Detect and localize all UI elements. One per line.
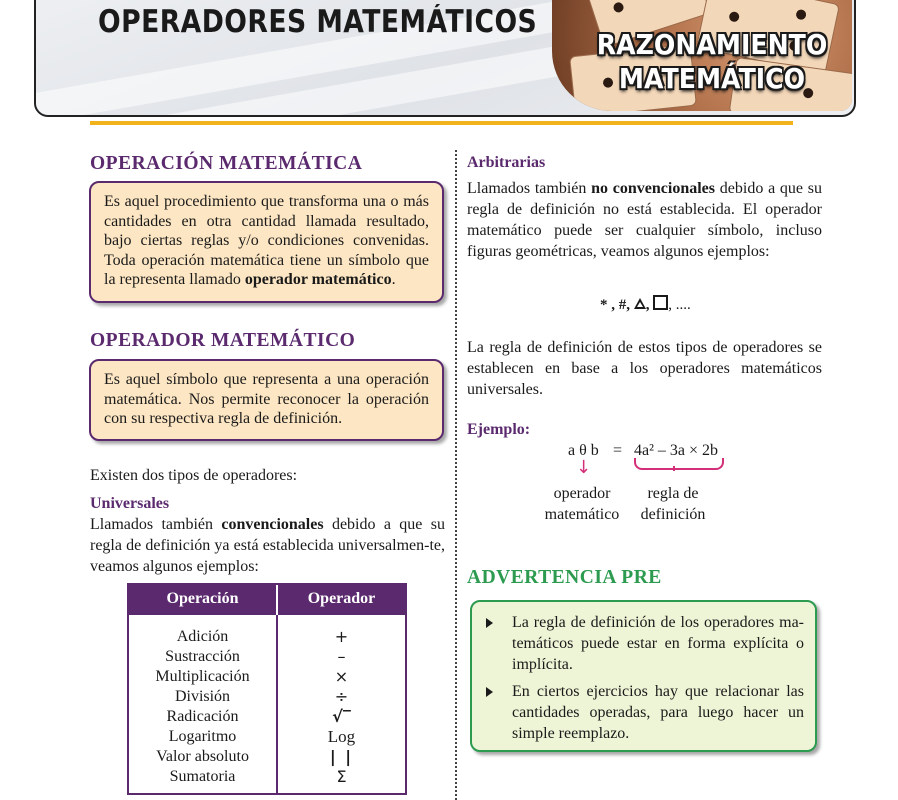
bullet-triangle-icon [486,618,493,628]
table-header-operador: Operador [307,590,376,607]
operator-column [278,615,405,795]
table-cell-operation: Multiplicación [155,668,250,685]
table-cell-symbol: ÷ [334,687,349,706]
gold-divider [90,121,793,125]
definition-box-operador: Es aquel símbolo que representa a una operación matemática. Nos permite reconocer la operación con su respectiva regla de definición. [89,359,444,441]
table-cell-operation: Adición [176,628,229,645]
arbitrarias-paragraph: Llamados también no convencionales debido a que su regla de definición no está establecida. El operador matemático puede ser cualquier símbolo, incluso figuras geométricas, veamos algunos ejemplos: [467,180,822,260]
table-cell-symbol: + [334,627,349,646]
definition-box-operacion [89,181,444,303]
table-body [129,615,405,795]
definition-text-end: . [391,271,396,288]
heading-operador-matematico: OPERADOR MATEMÁTICO [90,330,356,351]
universales-paragraph: Llamados también convencionales debido a que su regla de definición ya está establecida universalmen-te, veamos algunos ejemplos: [90,516,445,575]
bullet-triangle-icon [486,687,493,697]
caption-regla: regla de definición [640,485,706,523]
section-badge [593,28,831,96]
heading-operacion-matematica: OPERACIÓN MATEMÁTICA [90,153,363,174]
table-cell-operation: Valor absoluto [156,748,249,765]
formula-equals: = [613,442,623,459]
definition-bold-term: operador matemático [244,271,392,288]
operators-table [127,583,407,795]
table-cell-operation: Radicación [166,708,239,725]
table-header [129,585,405,615]
subheading-universales: Universales [90,495,170,512]
table-cell-operation: Logaritmo [168,728,237,745]
down-arrow-icon: ↓ [576,457,592,478]
triangle-shape-icon [634,298,646,309]
table-cell-symbol: | | [329,747,354,766]
warning-item: En ciertos ejercicios hay que relacionar las cantidades operadas, para luego hacer un simple reemplazo. [512,683,804,742]
subheading-arbitrarias: Arbitrarias [467,154,546,171]
table-header-operacion: Operación [129,585,278,615]
page-title: OPERADORES MATEMÁTICOS [98,4,538,40]
badge-line-2: MATEMÁTICO [618,62,806,95]
ejemplo-label: Ejemplo: [467,421,531,438]
rule-paragraph: La regla de definición de estos tipos de operadores se establecen en base a los operadores matemáticos universales. [467,339,822,398]
bold-no-convencionales: no convencionales [591,180,716,197]
warning-item: La regla de definición de los operadores ma-temáticos puede estar en forma explícita o implícita. [512,614,804,673]
caption-operador: operador matemático [544,485,620,523]
warning-box [470,600,817,752]
definition-text: Es aquel procedimiento que transforma una o más cantidades en otra cantidad llamada resultado, bajo ciertas reglas y/o condiciones convenidas. Toda operación matemática tiene un símbolo que la representa llamado [104,193,429,288]
brace-underline [634,458,724,470]
table-cell-symbol: Log [327,727,356,746]
square-shape-icon [653,295,668,310]
column-divider [455,150,457,800]
badge-line-1: RAZONAMIENTO [596,28,828,61]
heading-advertencia: ADVERTENCIA PRE [467,567,662,588]
table-cell-symbol: × [334,667,349,686]
intro-text: Existen dos tipos de operadores: [90,467,298,484]
table-cell-symbol: – [337,647,346,666]
symbol-examples: * , #, , , .... [600,297,691,313]
formula-rule: 4a² – 3a × 2b [634,442,719,459]
table-cell-operation: División [174,688,231,705]
table-cell-operation: Sustracción [165,648,240,665]
brace-tip [673,466,675,471]
formula-operator: a θ b [568,442,599,459]
table-cell-symbol: √‾ [332,707,351,726]
bold-convencionales: convencionales [221,516,324,533]
table-cell-symbol: Σ [336,767,347,786]
table-cell-operation: Sumatoria [169,768,236,785]
operation-column [129,615,278,795]
